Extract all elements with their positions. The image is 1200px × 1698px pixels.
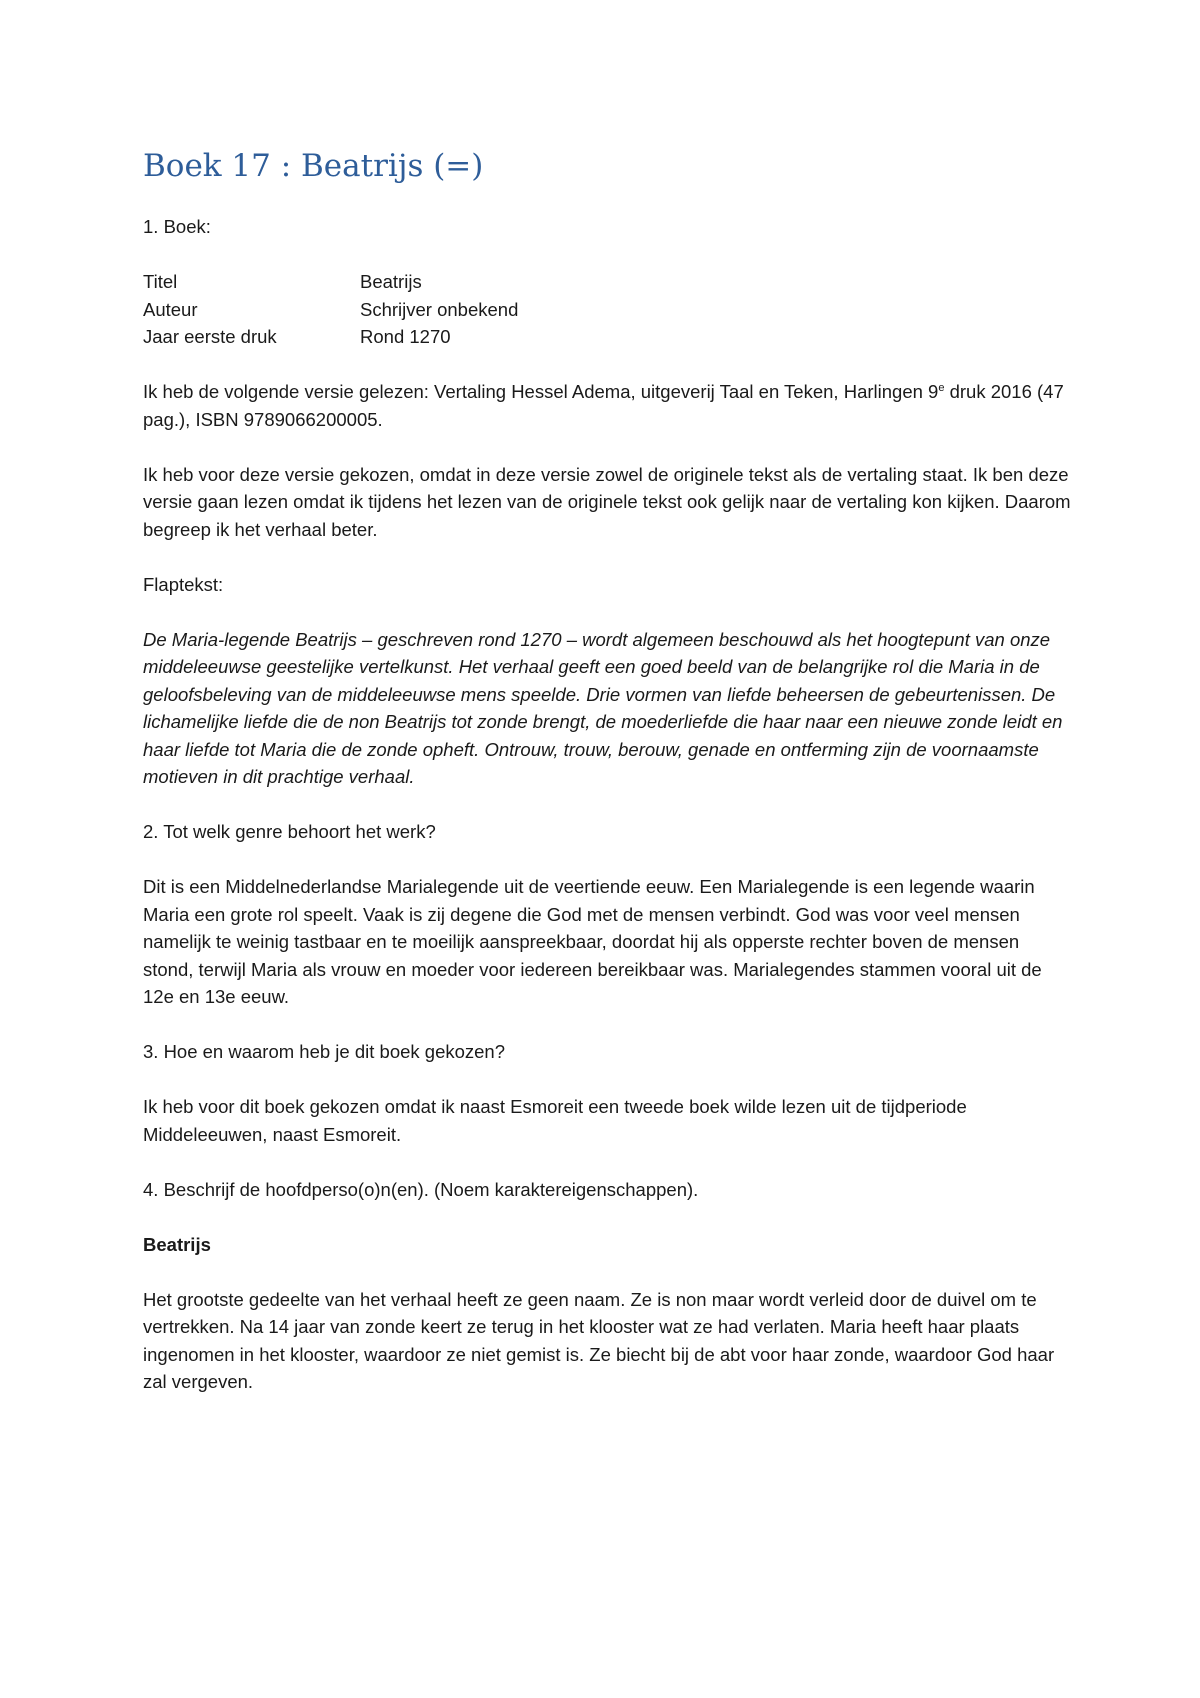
version-text-continued: druk 2016 (47 pag.), ISBN 9789066200005. <box>143 381 1064 430</box>
version-text: Ik heb de volgende versie gelezen: Vertaling Hessel Adema, uitgeverij Taal en Teken, Harlingen 9 <box>143 381 939 402</box>
meta-label: Auteur <box>143 298 198 320</box>
edition-superscript: e <box>938 381 945 394</box>
character-description: Het grootste gedeelte van het verhaal heeft ze geen naam. Ze is non maar wordt verleid door de duivel om te vertrekken. Na 14 jaar van zonde keert ze terug in het klooster wat ze had verlaten. Maria heeft haar plaats ingenomen in het klooster, waardoor ze niet gemist is. Ze biecht bij de abt voor haar zonde, waardoor God haar zal vergeven. <box>143 1288 1055 1392</box>
character-name: Beatrijs <box>143 1233 211 1255</box>
document-title: Boek 17 : Beatrijs (=) <box>143 148 484 184</box>
choice-reason-paragraph: Ik heb voor dit boek gekozen omdat ik naast Esmoreit een tweede boek wilde lezen uit de tijdperiode Middeleeuwen, naast Esmoreit. <box>143 1096 967 1145</box>
meta-label: Titel <box>143 271 178 292</box>
section-3-heading: 3. Hoe en waarom heb je dit boek gekozen? <box>143 1041 506 1062</box>
meta-row-year <box>143 323 1073 351</box>
section-1-heading: 1. Boek: <box>143 216 211 237</box>
meta-value: Schrijver onbekend <box>360 298 519 320</box>
section-4-heading: 4. Beschrijf de hoofdperso(o)n(en). (Noem karaktereigenschappen). <box>143 1178 699 1200</box>
section-2-heading: 2. Tot welk genre behoort het werk? <box>143 821 436 842</box>
meta-value: Beatrijs <box>360 271 422 292</box>
meta-row-title <box>143 268 1073 296</box>
choice-paragraph: Ik heb voor deze versie gekozen, omdat in deze versie zowel de originele tekst als de vertaling staat. Ik ben deze versie gaan lezen omdat ik tijdens het lezen van de originele tekst ook gelijk naar de vertaling kon kijken. Daarom begreep ik het verhaal beter. <box>143 463 1071 540</box>
flaptekst-paragraph: De Maria-legende Beatrijs – geschreven rond 1270 – wordt algemeen beschouwd als het hoogtepunt van onze middeleeuwse geestelijke vertelkunst. Het verhaal geeft een goed beeld van de belangrijke rol die Maria in de geloofsbeleving van de middeleeuwse mens speelde. Drie vormen van liefde beheersen de gebeurtenissen. De lichamelijke liefde die de non Beatrijs tot zonde brengt, de moederliefde die haar naar een nieuwe zonde leidt en haar liefde tot Maria die de zonde opheft. Ontrouw, trouw, berouw, genade en ontferming zijn de voornaamste motieven in dit prachtige verhaal. <box>143 628 1063 787</box>
flaptekst-label: Flaptekst: <box>143 573 224 595</box>
genre-paragraph: Dit is een Middelnederlandse Marialegende uit de veertiende eeuw. Een Marialegende is een legende waarin Maria een grote rol speelt. Vaak is zij degene die God met de mensen verbindt. God was voor veel mensen namelijk te weinig tastbaar en te moeilijk aanspreekbaar, doordat hij als opperste rechter boven de mensen stond, terwijl Maria als vrouw en moeder voor iedereen bereikbaar was. Marialegendes stammen vooral uit de 12e en 13e eeuw. <box>143 876 1042 1007</box>
version-paragraph <box>143 378 1073 433</box>
meta-row-author <box>143 296 1073 324</box>
document-body <box>143 146 1073 1423</box>
book-meta-table <box>143 268 1073 351</box>
meta-label: Jaar eerste druk <box>143 326 277 347</box>
meta-value: Rond 1270 <box>360 326 451 347</box>
